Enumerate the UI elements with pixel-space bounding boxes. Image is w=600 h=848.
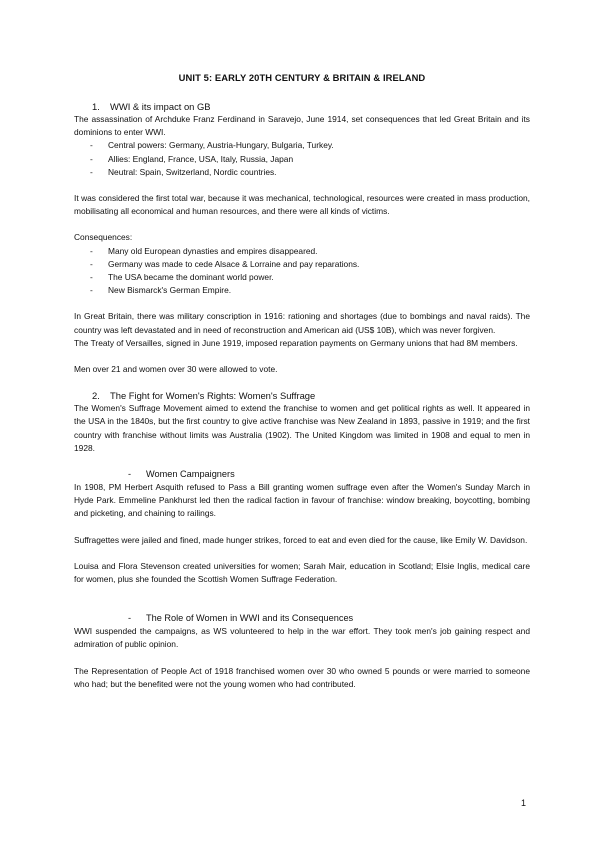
section-2-heading xyxy=(74,389,530,402)
section-1-title: WWI & its impact on GB xyxy=(110,101,211,112)
asquith-paragraph: In 1908, PM Herbert Asquith refused to Pass a Bill granting women suffrage even after the Women's Sunday March in Hyde Park. Emmeline Pankhurst led then the radical faction in favour of franchise: window breaking, boycotting, bombing and picketing, and chaining to railings. xyxy=(74,482,530,519)
document-title: UNIT 5: EARLY 20TH CENTURY & BRITAIN & IRELAND xyxy=(178,72,426,83)
total-war-paragraph: It was considered the first total war, because it was mechanical, technological, resources were created in mass production, mobilisating all economical and human resources, and there were all kinds of victims. xyxy=(74,193,530,217)
list-item: - Many old European dynasties and empires disappeared. xyxy=(74,245,530,258)
section-2-number: 2. xyxy=(92,390,100,402)
stevenson-paragraph: Louisa and Flora Stevenson created universities for women; Sarah Mair, education in Scotland; Elsie Inglis, medical care for women, plus she founded the Scottish Women Suffrage Federation. xyxy=(74,560,530,585)
list-item: - Central powers: Germany, Austria-Hungary, Bulgaria, Turkey. xyxy=(74,139,530,152)
document-page xyxy=(74,72,530,691)
page-number: 1 xyxy=(520,798,526,808)
consequences-list xyxy=(74,245,530,298)
list-item: - Germany was made to cede Alsace & Lorraine and pay reparations. xyxy=(74,258,530,271)
list-item: - New Bismarck's German Empire. xyxy=(74,284,530,297)
wwi-paragraph: WWI suspended the campaigns, as WS volunteered to help in the war effort. They took men's job gaining respect and admiration of public opinion. xyxy=(74,626,530,650)
britain-paragraph: In Great Britain, there was military conscription in 1916: rationing and shortages (due to bombings and naval raids). The country was left devastated and in need of reconstruction and American aid (US$ 10B), which was never forgiven. xyxy=(74,311,530,335)
list-item: - Neutral: Spain, Switzerland, Nordic countries. xyxy=(74,166,530,179)
sides-list xyxy=(74,139,530,179)
wwi-role-heading: - The Role of Women in WWI and its Consequences xyxy=(128,613,354,624)
section-1-intro: The assassination of Archduke Franz Ferdinand in Saravejo, June 1914, set consequences that led Great Britain and its dominions to enter WWI. xyxy=(74,114,530,138)
section-1-number: 1. xyxy=(92,101,100,112)
list-item: - The USA became the dominant world power. xyxy=(74,271,530,284)
representation-paragraph: The Representation of People Act of 1918 franchised women over 30 who owned 5 pounds or were married to someone who had; but the benefited were not the young women who had contributed. xyxy=(74,665,530,689)
section-1-heading xyxy=(74,100,530,113)
wwi-role-title: The Role of Women in WWI and its Consequences xyxy=(146,613,354,624)
campaigners-title: Women Campaigners xyxy=(146,469,235,480)
consequences-label: Consequences: xyxy=(74,232,133,243)
list-item: - Allies: England, France, USA, Italy, Russia, Japan xyxy=(74,153,530,166)
campaigners-heading: - Women Campaigners xyxy=(128,469,235,480)
vote-paragraph: Men over 21 and women over 30 were allowed to vote. xyxy=(74,364,278,375)
section-2-title: The Fight for Women's Rights: Women's Suffrage xyxy=(110,390,316,402)
section-2-intro: The Women's Suffrage Movement aimed to extend the franchise to women and get political rights as well. It appeared in the USA in the 1840s, but the first country to give active franchise was New Zealand in 1893, passive in 1919; and the first country with franchise without limits was Australia (1902). The United Kingdom was limited in 1908 and equal to men in 1928. xyxy=(74,403,530,453)
suffragettes-paragraph: Suffragettes were jailed and fined, made hunger strikes, forced to eat and even died for the cause, like Emily W. Davidson. xyxy=(74,534,528,545)
versailles-paragraph: The Treaty of Versailles, signed in June 1919, imposed reparation payments on Germany unions that had 8M members. xyxy=(74,337,518,348)
